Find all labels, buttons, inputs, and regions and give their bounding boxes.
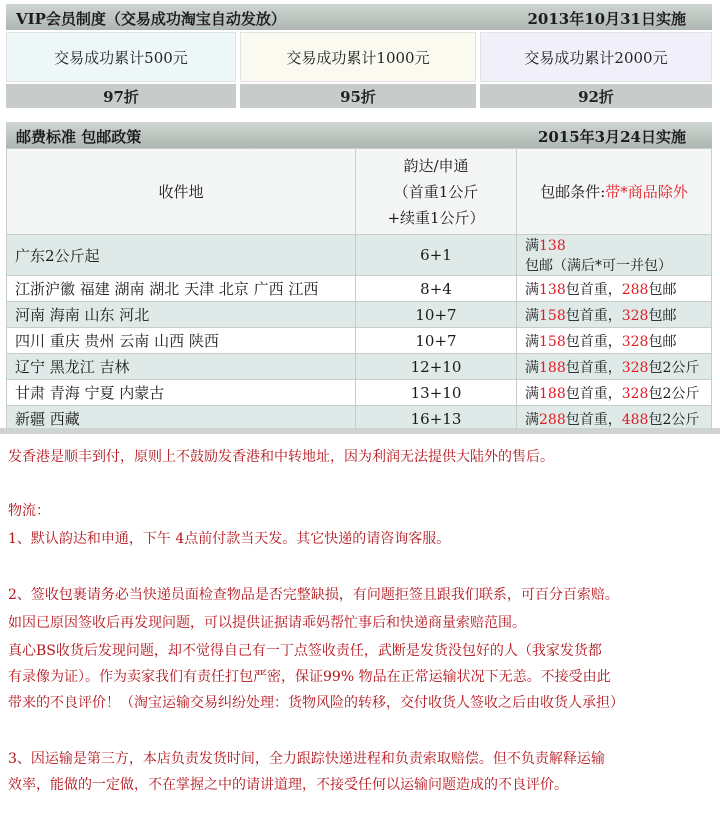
condition-text: 满 <box>525 307 539 324</box>
condition-text: 包邮 <box>648 307 677 324</box>
fee-cell: 13+10 <box>356 380 517 406</box>
note-2b: 如因已原因签收后再发现问题，可以提供证据请乖妈帮忙事后和快递商量索赔范围。 <box>8 615 526 631</box>
place-cell: 辽宁 黑龙江 吉林 <box>7 354 356 380</box>
amount-text: 138 <box>539 281 566 298</box>
shipping-title: 邮费标准 包邮政策 <box>16 128 142 146</box>
logistics-heading: 物流： <box>8 503 50 519</box>
hk-note: 发香港是顺丰到付，原则上不鼓励发香港和中转地址，因为利润无法提供大陆外的售后。 <box>8 449 554 465</box>
table-row <box>7 328 712 354</box>
condition-cell <box>517 354 712 380</box>
fee-cell: 6+1 <box>356 235 517 276</box>
condition-text: 包首重， <box>565 359 622 376</box>
condition-text: 满 <box>525 359 539 376</box>
vip-title: VIP会员制度（交易成功淘宝自动发放） <box>16 10 286 28</box>
table-row <box>7 235 712 276</box>
condition-text: 满 <box>525 238 539 254</box>
section-divider <box>0 428 720 434</box>
condition-text: 满 <box>525 411 539 428</box>
vip-date: 2013年10月31日实施 <box>527 10 686 28</box>
shipping-table <box>6 148 712 432</box>
vip-discount-3: 92折 <box>480 84 712 108</box>
note-2c-line3: 带来的不良评价！（淘宝运输交易纠纷处理：货物风险的转移，交付收货人签收之后由收货人承担） <box>8 695 624 711</box>
condition-text: 满 <box>525 281 539 298</box>
note-3a: 3、因运输是第三方，本店负责发货时间，全力跟踪快递进程和负责索取赔偿。但不负责解释运输 <box>8 751 605 767</box>
note-2a: 2、签收包裹请务必当快递员面检查物品是否完整缺损，有问题拒签且跟我们联系，可百分百索赔。 <box>8 587 619 603</box>
fee-cell: 12+10 <box>356 354 517 380</box>
vip-discount-2: 95折 <box>240 84 476 108</box>
table-row <box>7 354 712 380</box>
condition-text: 满 <box>525 385 539 402</box>
place-header <box>7 149 356 235</box>
vip-discount-1: 97折 <box>6 84 236 108</box>
fee-cell: 10+7 <box>356 328 517 354</box>
condition-text: 包首重， <box>565 307 622 324</box>
place-header-label: 收件地 <box>158 183 204 201</box>
condition-text: 包首重， <box>565 411 622 428</box>
carrier-line: +续重1公斤） <box>387 208 485 227</box>
condition-text: 包首重， <box>565 333 622 350</box>
condition-text: 满 <box>525 333 539 350</box>
condition-text: 包首重， <box>565 385 622 402</box>
amount-text: 158 <box>539 333 566 350</box>
note-2c-line2: 有录像为证）。作为卖家我们有责任打包严密，保证99% 物品在正常运输状况下无恙。不接受由此 <box>8 669 611 685</box>
amount-text: 188 <box>539 359 566 376</box>
fee-cell: 16+13 <box>356 406 517 432</box>
condition-cell <box>517 235 712 276</box>
amount-text: 158 <box>539 307 566 324</box>
amount-text: 138 <box>539 238 566 254</box>
vip-tier-2 <box>240 32 476 82</box>
shipping-header-bar <box>6 122 712 148</box>
condition-text: 包邮（满后*可一并包） <box>525 258 672 274</box>
shipping-date: 2015年3月24日实施 <box>537 128 686 146</box>
note-1: 1、默认韵达和申通，下午 4点前付款当天发。其它快递的请咨询客服。 <box>8 531 451 547</box>
condition-text: 包邮 <box>648 333 677 350</box>
condition-text: 包2公斤 <box>648 411 700 428</box>
place-cell: 四川 重庆 贵州 云南 山西 陕西 <box>7 328 356 354</box>
carrier-header <box>356 149 517 235</box>
fee-cell: 10+7 <box>356 302 517 328</box>
condition-text: 包2公斤 <box>648 385 700 402</box>
fee-cell: 8+4 <box>356 276 517 302</box>
vip-tier-label: 交易成功累计2000元 <box>524 48 668 67</box>
place-cell: 甘肃 青海 宁夏 内蒙古 <box>7 380 356 406</box>
free-prefix: 包邮条件: <box>540 183 606 201</box>
place-cell: 河南 海南 山东 河北 <box>7 302 356 328</box>
amount-text: 188 <box>539 385 566 402</box>
place-cell: 新疆 西藏 <box>7 406 356 432</box>
carrier-line: （首重1公斤 <box>393 182 479 201</box>
table-row <box>7 276 712 302</box>
free-highlight: 带*商品除外 <box>605 183 688 201</box>
note-2c-line1: 真心BS收货后发现问题，却不觉得自己有一丁点签收责任，武断是发货没包好的人（我家发货都 <box>8 643 602 659</box>
table-row <box>7 380 712 406</box>
amount-text: 328 <box>621 333 649 350</box>
condition-text: 包首重， <box>565 281 622 298</box>
vip-tier-3 <box>480 32 712 82</box>
amount-text: 328 <box>621 359 649 376</box>
condition-cell <box>517 302 712 328</box>
table-header-row <box>7 149 712 235</box>
condition-cell <box>517 328 712 354</box>
amount-text: 288 <box>539 411 566 428</box>
note-3b: 效率，能做的一定做，不在掌握之中的请讲道理，不接受任何以运输问题造成的不良评价。 <box>8 777 568 793</box>
condition-text: 包2公斤 <box>648 359 700 376</box>
carrier-line: 韵达/申通 <box>403 156 469 175</box>
table-row <box>7 302 712 328</box>
condition-cell <box>517 276 712 302</box>
amount-text: 328 <box>621 385 649 402</box>
amount-text: 488 <box>621 411 649 428</box>
vip-tier-label: 交易成功累计500元 <box>54 48 188 67</box>
vip-header-bar <box>6 4 712 30</box>
free-shipping-header <box>517 149 712 235</box>
condition-text: 包邮 <box>648 281 677 298</box>
vip-tier-1 <box>6 32 236 82</box>
condition-cell <box>517 380 712 406</box>
place-cell: 广东2公斤起 <box>7 235 356 276</box>
vip-tier-label: 交易成功累计1000元 <box>286 48 430 67</box>
amount-text: 328 <box>621 307 649 324</box>
place-cell: 江浙沪徽 福建 湖南 湖北 天津 北京 广西 江西 <box>7 276 356 302</box>
amount-text: 288 <box>621 281 649 298</box>
